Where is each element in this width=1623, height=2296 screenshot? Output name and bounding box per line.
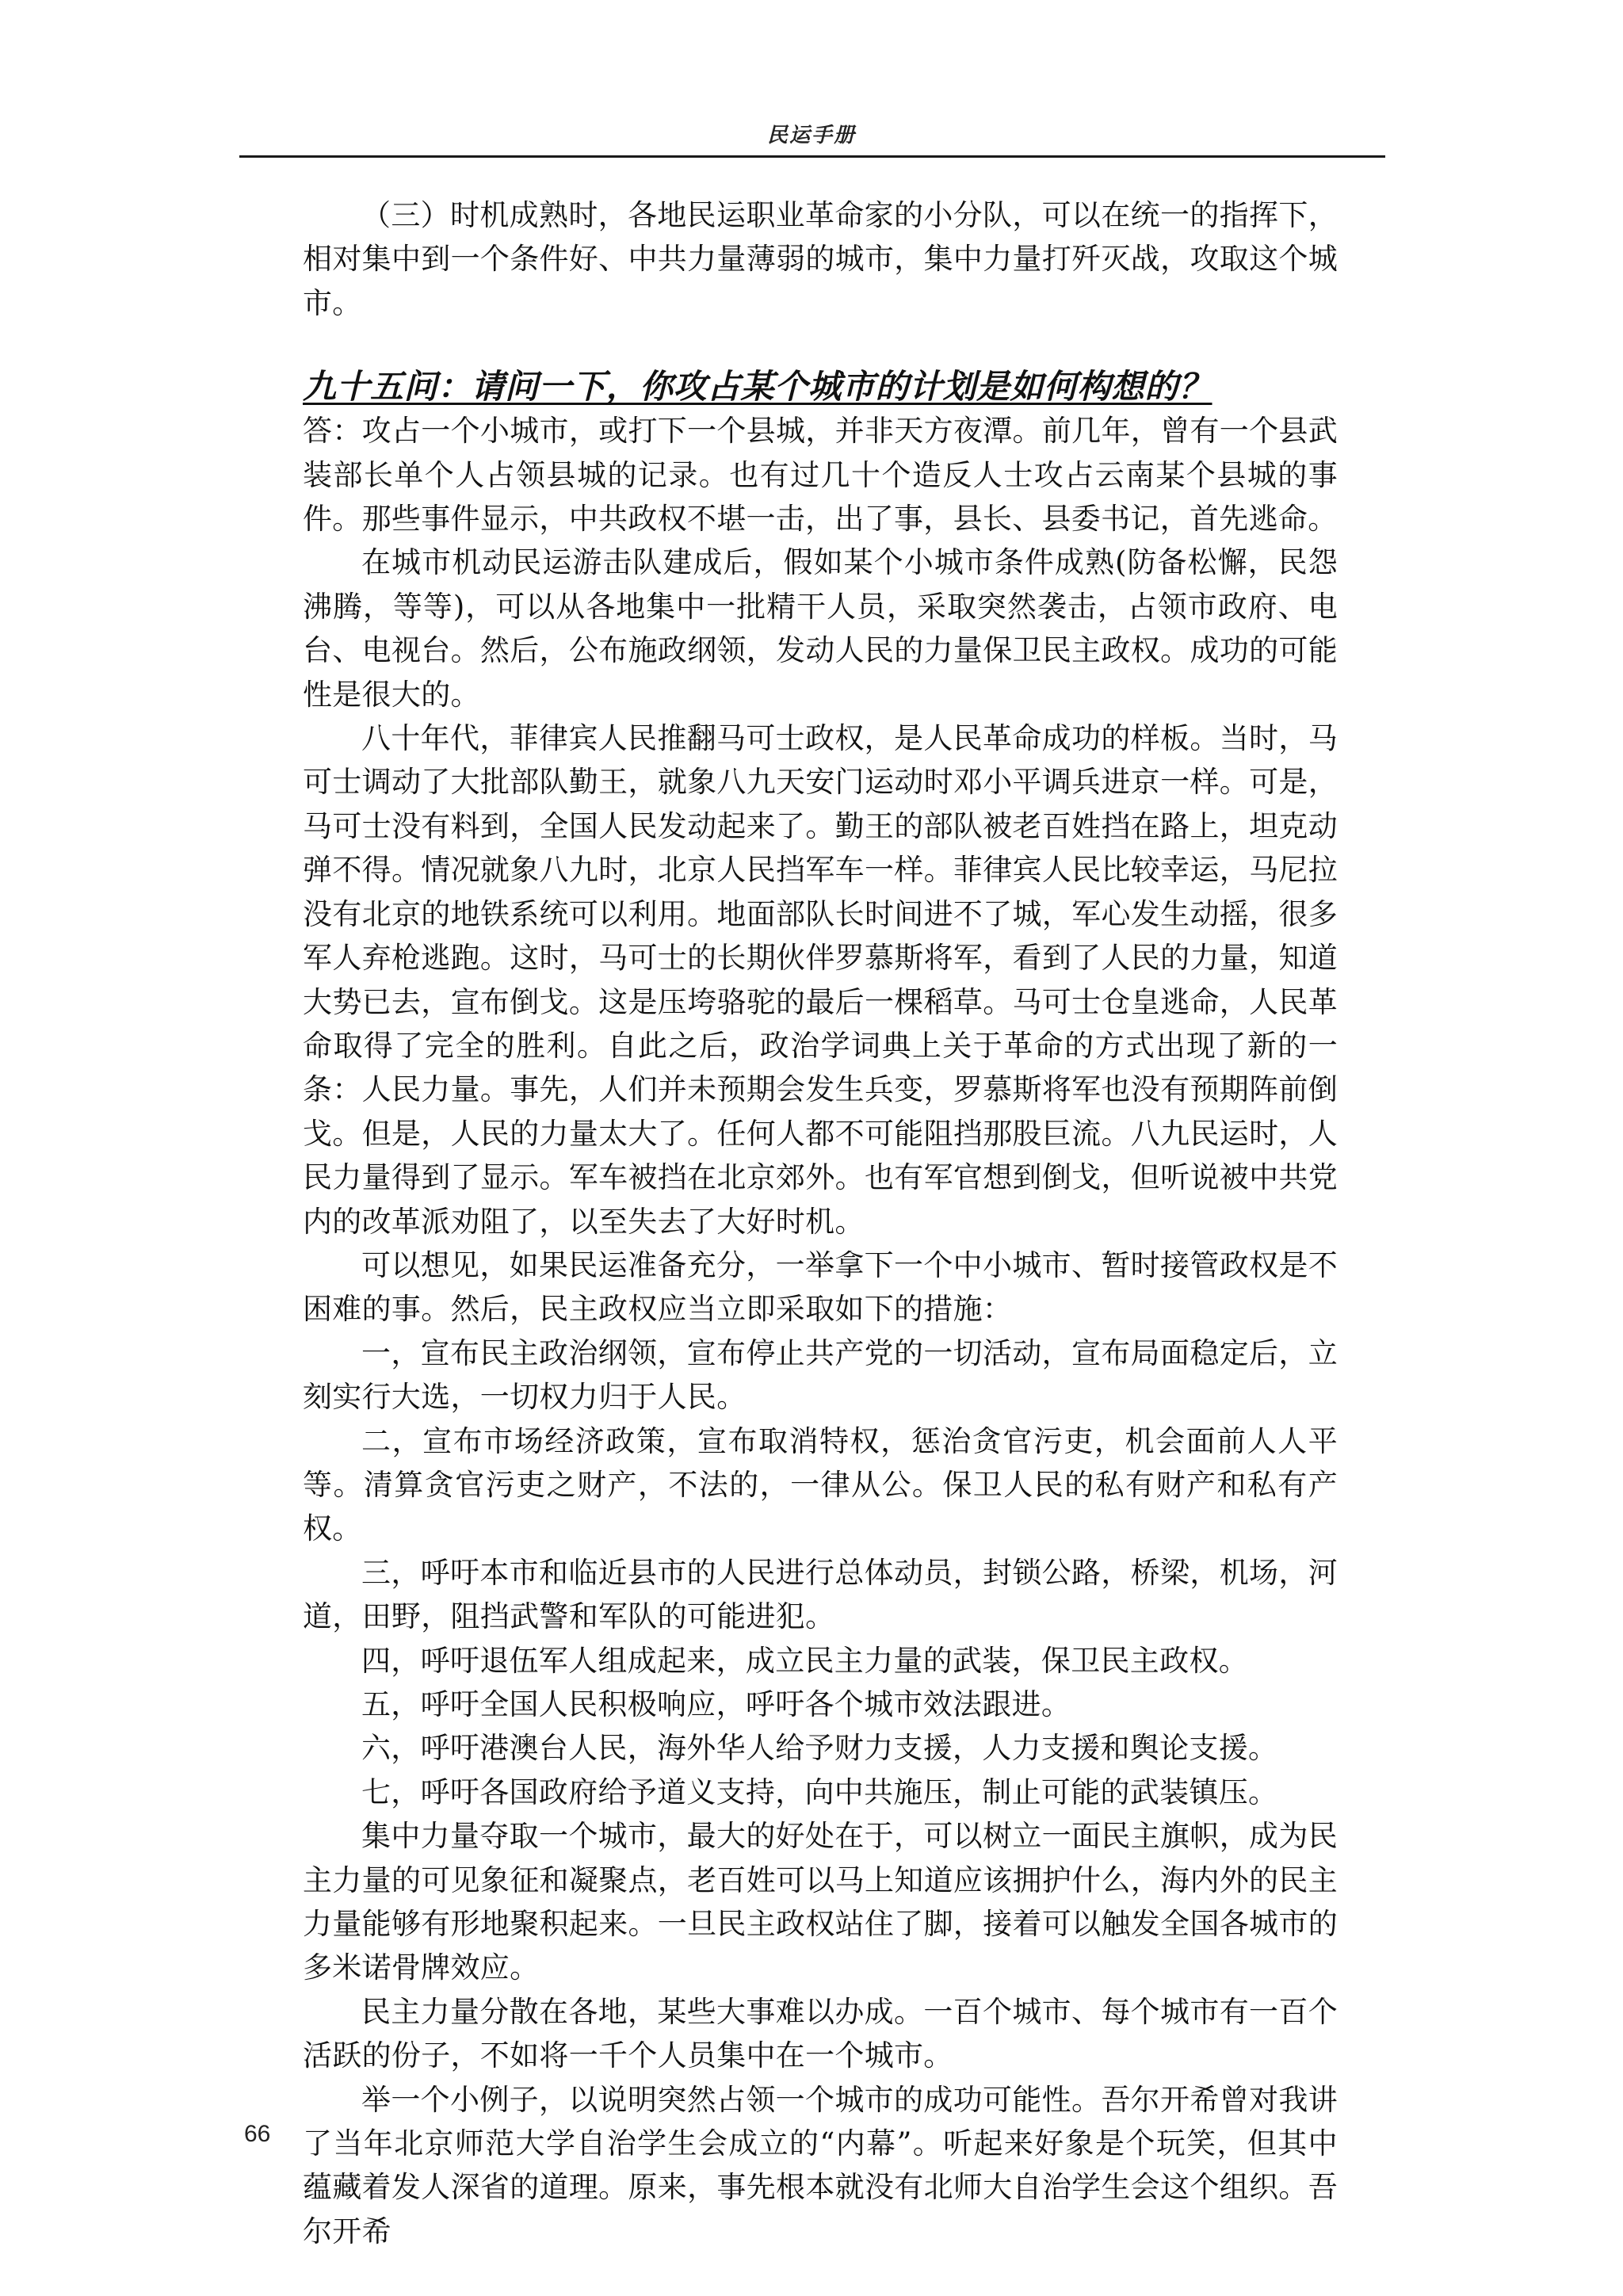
paragraph: 民主力量分散在各地，某些大事难以办成。一百个城市、每个城市有一百个活跃的份子，不如将一千个人员集中在一个城市。 xyxy=(303,1994,1338,2073)
paragraph: 集中力量夺取一个城市，最大的好处在于，可以树立一面民主旗帜，成为民主力量的可见象征和凝聚点，老百姓可以马上知道应该拥护什么，海内外的民主力量能够有形地聚积起来。一旦民主政权站住了脚，接着可以触发全国各城市的多米诺骨牌效应。 xyxy=(303,1819,1338,1985)
running-header: 民运手册 xyxy=(766,124,856,147)
body-text xyxy=(303,193,1338,2253)
question-heading: 九十五问：请问一下，你攻占某个城市的计划是如何构想的？ xyxy=(303,367,1212,407)
list-item-measure: 五，呼吁全国人民积极响应，呼吁各个城市效法跟进。 xyxy=(361,1687,1071,1721)
paragraph: 八十年代，菲律宾人民推翻马可士政权，是人民革命成功的样板。当时，马可士调动了大批部队勤王，就象八九天安门运动时邓小平调兵进京一样。可是，马可士没有料到，全国人民发动起来了。勤王的部队被老百姓挡在路上，坦克动弹不得。情况就象八九时，北京人民挡军车一样。菲律宾人民比较幸运，马尼拉没有北京的地铁系统可以利用。地面部队长时间进不了城，军心发生动摇，很多军人弃枪逃跑。这时，马可士的长期伙伴罗慕斯将军，看到了人民的力量，知道大势已去，宣布倒戈。这是压垮骆驼的最后一棵稻草。马可士仓皇逃命，人民革命取得了完全的胜利。自此之后，政治学词典上关于革命的方式出现了新的一条：人民力量。事先，人们并未预期会发生兵变，罗慕斯将军也没有预期阵前倒戈。但是，人民的力量太大了。任何人都不可能阻挡那股巨流。八九民运时，人民力量得到了显示。军车被挡在北京郊外。也有军官想到倒戈，但听说被中共党内的改革派劝阻了，以至失去了大好时机。 xyxy=(303,721,1338,1239)
page-number: 66 xyxy=(244,2121,271,2147)
paragraph: 在城市机动民运游击队建成后，假如某个小城市条件成熟(防备松懈，民怨沸腾，等等)，可以从各地集中一批精干人员，采取突然袭击，占领市政府、电台、电视台。然后，公布施政纲领，发动人民的力量保卫民主政权。成功的可能性是很大的。 xyxy=(303,545,1338,712)
paragraph-answer: 答：攻占一个小城市，或打下一个县城，并非天方夜潭。前几年，曾有一个县武装部长单个人占领县城的记录。也有过几十个造反人士攻占云南某个县城的事件。那些事件显示，中共政权不堪一击，出了事，县长、县委书记，首先逃命。 xyxy=(303,414,1338,537)
paragraph: 可以想见，如果民运准备充分，一举拿下一个中小城市、暂时接管政权是不困难的事。然后，民主政权应当立即采取如下的措施： xyxy=(303,1247,1338,1327)
section-spacer xyxy=(303,325,1338,365)
list-item-measure: 二，宣布市场经济政策，宣布取消特权，惩治贪官污吏，机会面前人人平等。清算贪官污吏之财产，不法的，一律从公。保卫人民的私有财产和私有产权。 xyxy=(303,1423,1338,1546)
list-item-measure: 一，宣布民主政治纲领，宣布停止共产党的一切活动，宣布局面稳定后，立刻实行大选，一切权力归于人民。 xyxy=(303,1335,1338,1415)
paragraph: 举一个小例子，以说明突然占领一个城市的成功可能性。吾尔开希曾对我讲了当年北京师范大学自治学生会成立的“内幕”。听起来好象是个玩笑，但其中蕴藏着发人深省的道理。原来，事先根本就没有北师大自治学生会这个组织。吾尔开希 xyxy=(303,2082,1338,2248)
list-item-measure: 六，呼吁港澳台人民，海外华人给予财力支援，人力支援和舆论支援。 xyxy=(361,1731,1278,1766)
header-divider xyxy=(239,155,1385,158)
list-item-measure: 七，呼吁各国政府给予道义支持，向中共施压，制止可能的武装镇压。 xyxy=(361,1775,1278,1809)
list-item-measure: 四，呼吁退伍军人组成起来，成立民主力量的武装，保卫民主政权。 xyxy=(361,1643,1248,1678)
list-item-measure: 三，呼吁本市和临近县市的人民进行总体动员，封锁公路，桥梁，机场，河道，田野，阻挡武警和军队的可能进犯。 xyxy=(303,1555,1338,1634)
paragraph-intro: （三）时机成熟时，各地民运职业革命家的小分队，可以在统一的指挥下，相对集中到一个条件好、中共力量薄弱的城市，集中力量打歼灭战，攻取这个城市。 xyxy=(303,198,1338,320)
